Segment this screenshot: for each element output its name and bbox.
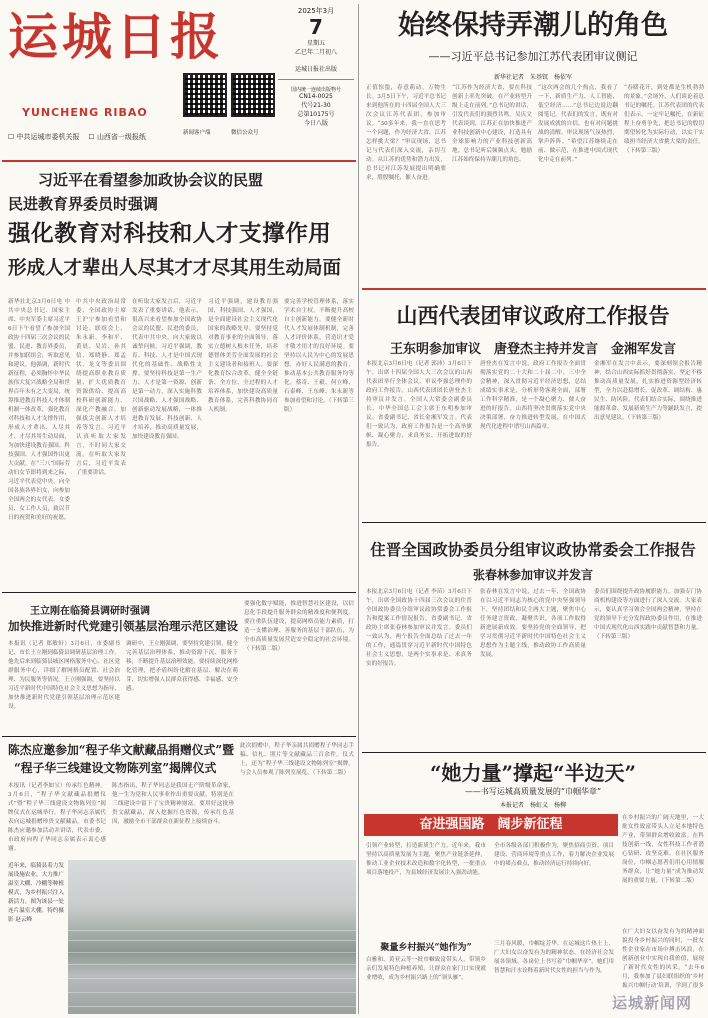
date-weekday: 星期五 [306,40,325,47]
wanglimin-body-1: 本报讯（记者 郑敏轩）3月6日，市委副书记、市长王立刚到临猗县调研基层治理工作。他先后来到临猗县城区网格服务中心、社区党群服务中心，详细了解网格员配置、社会治理、为民服务等情况。王立刚强调，要坚持以习近平新时代中国特色社会主义思想为指导，加快推进新时代党建引领基层治理示范区建设。 [8,641,120,710]
rank-text: 山西省一级报纸 [96,133,146,141]
date-year-month: 2025年3月 [297,7,335,15]
date-day: 7 [309,15,323,39]
lead-body-2: 中共中央政治局常委、全国政协主席王沪宁参加看望和讨论。联组会上，朱永新、李和平、黄晨、吴岩、孙其信、郑晓静、郑孟状、龙文等委员围绕提高职业教育质量、扩大优质教育资源供给、提高高校科研创新能力、深化产教融合、加强拔尖创新人才培养等发言。习近平认真听取大家发言，不时同大家交流。在听取大家发言后，习近平发表了重要讲话。 [76,299,126,476]
zhangchunlin-body-3: 委员们围绕提升政协履职能力、加强专门协商机构建设等方面进行了深入交流。大家表示，要认真学习领会全国两会精神，坚持在党的领导下充分发挥政协委员作用，在推进中国式现代化山西实践中贡献智慧和力量。（下转第三版） [594,589,702,640]
fendou-body-3: 白雅和、黄亚云等一批巾帼致富带头人，带领乡亲们发展特色种植养殖，让群众在家门口实现就业增收，成为乡村振兴路上的“领头雁”。 [366,957,486,981]
date-block [278,6,354,127]
banbiantian-body-1: 三月春风暖，巾帼绽芳华。在运城这片热土上，广大妇女以奋发有为的精神状态，在经济社会发展各领域、各岗位上书写着“巾帼华章”。她们用智慧和汗水诠释着新时代女性的担当与作为。 [494,941,614,974]
qr-code-news[interactable] [183,73,227,117]
shanxi-body-1: 本报北京3月6日电（记者 郭沛）3月6日下午，出席十四届全国人大三次会议的山西代表团举行全体会议，审议李强总理作的政府工作报告。山西代表团团长唐登杰主持审议并发言。全国人大常委会副委员长、中华全国总工会主席王东明参加审议。省委副书记、省长金湘军发言。代表们一致认为，政府工作报告是一个高举旗帜、凝心聚力、求真务实、开拓进取的好报告。 [366,361,472,448]
checkbox-icon: ☐ [88,133,95,141]
top-right-byline: 新华社记者 朱基钗 杨依军 [493,74,572,81]
lead-body-3: 在听取大家发言后，习近平发表了重要讲话。他表示，很高兴来看望参加全国政协会议的民盟、民进的委员，代表中共中央，向大家致以诚挚问候。习近平强调，教育、科技、人才是中国式现代化的基础性、战略性支撑。要坚持科技是第一生产力、人才是第一资源、创新是第一动力，深入实施科教兴国战略、人才强国战略、创新驱动发展战略，一体推进教育发展、科技创新、人才培养，推动高质量发展，加快建设教育强国。 [132,299,202,440]
chenjie-title-1: 陈杰应邀参加“程子华文献藏品捐赠仪式”暨 [8,743,234,757]
publisher: 运城日报社出版 [294,66,337,73]
shanxi-subtitle: 王东明参加审议 唐登杰主持并发言 金湘军发言 [389,342,676,357]
fendou-body-1: 引领产业转型，打造新质生产力。近年来，我市坚持以高质量发展为主题，聚焦产业链条延伸，推动工业企业技术改造和数字化转型，一批重点项目落地投产，为县域经济发展注入强劲动能。 [366,843,486,876]
cn-number: CN14-0025 [299,93,333,100]
cn-label: 国内统一连续出版物号 [290,87,341,93]
postal-code: 代号21-30 [301,102,331,109]
top-right-body-4: “春暖花开，到处都是生机勃勃的景象。”会场外，人们谈论着总书记的嘱托。江苏代表团的代表们表示，一定牢记嘱托，在新征程上奋勇争先，把总书记的殷切期望转化为实际行动，以实干实绩担当经济大省挑大梁的责任。（下转第三版） [624,85,704,154]
lead-body-4: 习近平强调，建设教育强国，科技强国、人才强国，是全面建设社会主义现代化国家的战略先导。要坚持党对教育事业的全面领导，落实立德树人根本任务，培养德智体美劳全面发展的社会主义建设者和接班人。要深化教育综合改革，健全全链条、全方位、全过程的人才培养体系，加快建设高质量教育体系，完善科教协同育人机制。 [208,299,278,413]
wanglimin-kicker: 王立刚在临猗县调研时强调 [30,606,150,617]
lead-body-1: 新华社北京3月6日电 中共中央总书记、国家主席、中央军委主席习近平6日下午看望了参加全国政协十四届三次会议的民盟、民进、教育界委员，并参加联组会，听取意见和建议。他强调，新时代新征程，必须胸怀中华民族伟大复兴战略全局和世界百年未有之大变局，统筹推进教育科技人才体制机制一体改革，强化教育对科技和人才支撑作用，形成人才辈出、人尽其才、才尽其用生动局面，为加快建设教育强国、科技强国、人才强国作出更大贡献。在“三八”国际劳动妇女节即将到来之际，习近平代表党中央，向全国各族各界妇女，向参加全国两会的女代表、女委员、女工作人员，致以节日的祝贺和美好的祝愿。 [8,299,70,521]
top-right-body-2: “江苏作为经济大省，要在科技创新上率先突破，在产业转型升级上走在前列。”总书记的讲话，引发代表们的强烈共鸣。吴庆文代表谈到，江苏正在加快推进产业科技创新中心建设，打造具有全球影响力的产业科技创新高地。总书记听后频频点头，勉励江苏始终保持弄潮儿的角色。 [452,85,532,163]
zhangchunlin-body-2: 张春林在发言中说，过去一年，全国政协在以习近平同志为核心的党中央坚强领导下，坚持团结和民主两大主题，聚焦中心任务建言资政、凝聚共识，各项工作取得新进展新成效。要坚持党的全面领导，把学习贯彻习近平新时代中国特色社会主义思想作为主题主线，推动政协工作高质量发展。 [480,589,586,658]
masthead-pinyin: YUNCHENG RIBAO [22,106,148,119]
wanglimin-body-2: 调研中，王立刚强调，要坚持党建引领，健全完善基层治理体系，推动资源下沉、服务下移，不断提升基层治理效能。要持续深化网格化管理，把矛盾纠纷化解在基层、解决在萌芽，切实增强人民群众获得感、幸福感、安全感。 [126,641,238,692]
column-divider [358,4,359,1014]
qr-code-wechat[interactable] [231,73,275,117]
banbiantian-title: “她力量”撑起“半边天” [429,761,636,785]
top-right-subtitle: ——习近平总书记参加江苏代表团审议侧记 [428,50,638,63]
top-right-title: 始终保持弄潮儿的角色 [398,10,668,41]
divider-line [2,592,356,593]
divider-line [362,288,706,290]
photo-caption: 近年来，临猗县着力发展设施农业，大力推广温室大棚、冷棚等种植模式，为乡村振兴注入新活力。图为该县一处连片温室大棚。特约摄影 赵云峰 [8,863,64,923]
zhangchunlin-body-1: 本报北京3月6日电（记者 李苗）3月6日下午，出席全国政协十四届三次会议的住晋全国政协委员分组审议政协常委会工作报告和提案工作情况报告。省委副书记、省政协主席张春林参加审议并发言。委员们一致认为，两个报告全面总结了过去一年的工作，通篇贯穿习近平新时代中国特色社会主义思想，是两个实事求是、求真务实的好报告。 [366,589,472,667]
shanxi-title: 山西代表团审议政府工作报告 [396,303,670,328]
fendou-section-title: 聚量乡村振兴“她作为” [380,943,472,953]
fendou-banner: 奋进强国路 阔步新征程 [364,814,618,836]
chenjie-body-2: 陈杰指出，程子华同志是我国无产阶级革命家，他一生为党和人民事业作出重要贡献，特别是在三线建设中留下了宝贵精神财富。要用好这批珍贵文献藏品，深入挖掘红色资源，传承红色基因，激励全市干部群众在新征程上接续奋斗。 [112,783,234,825]
lead-title-2: 形成人才辈出人尽其才才尽其用生动局面 [8,258,342,279]
page-count: 今日八版 [303,120,328,127]
lead-kicker-2: 民进教育界委员时强调 [8,195,159,213]
banbiantian-subtitle: ——书写运城高质量发展的“巾帼华章” [464,787,602,796]
total-issue: 总第10175号 [297,111,335,118]
wanglimin-body-3: 要强化数字赋能，推进智慧社区建设，以信息化手段提升服务群众的精准度和便利度。要注重队伍建设，提高网格员能力素质，打造一支懂治理、善服务的基层干部队伍，为全市高质量发展营造安全稳定的社会环境。（下转第二版） [244,601,354,652]
masthead-title: 运城日报 [8,7,224,66]
top-right-body-3: “这次两会的几个热点，我看了一下，新质生产力、人工智能、低空经济……”总书记边说边翻阅笔记。代表们的发言，既有对发展成就的自信，也有对问题挑战的清醒。审议现场气氛热烈，掌声阵阵。“希望江苏继续走在前、做示范，在推进中国式现代化中走在前列。” [538,85,618,163]
checkbox-icon: ☐ [8,133,15,141]
qr-label-wechat: 微信公众号 [231,130,259,136]
banbiantian-byline: 本报记者 杨虹义 杨柳 [499,802,566,809]
divider-line [362,752,706,753]
lead-kicker-1: 习近平在看望参加政协会议的民盟 [38,171,264,189]
greenhouse-photo [68,860,356,1014]
banbiantian-body-2: 在乡村振兴的广阔天地里，一大批女性致富带头人立足本地特色产业，带领群众增收致富。在科技创新一线，女性科技工作者潜心钻研、攻坚克难。在社区服务岗位，巾帼志愿者们用心用情服务群众，让“她力量”成为推动发展的重要力量。（下转第二版） [622,815,704,884]
zhangchunlin-title: 住晋全国政协委员分组审议政协常委会工作报告 [370,540,696,559]
right-column-body: 在广大妇女以奋发有为的精神面貌投身乡村振兴的同时，一批女性企业家在市场中搏击风浪，在创新创业中实现自我价值，展现了新时代女性的风采。“去年6月，我参加了县妇联组织的‘乡村振兴巾帼行动’培训，学到了很多 [622,929,704,988]
chenjie-body-1: 本报讯（记者李如宝）传承红色精神。3月6日，“程子华文献藏品捐赠仪式”暨“程子华三线建设文物陈列室”揭牌仪式在运城举行。程子华同志亲属代表向运城捐赠珍贵文献藏品。市委书记陈杰应邀参加活动并讲话，代表市委、市政府向程子华同志亲属表示衷心感谢。 [8,783,106,852]
divider-rule [2,160,356,162]
qr-label-news: 新闻客户端 [183,130,211,136]
date-lunar: 乙巳年二月初八 [294,49,337,56]
lead-body-5: 要完善学校管理体系，落实学术自主权，不断提升高校自主创新能力。要健全新时代人才发展体制机制，完善人才评价体系，营造识才爱才敬才用才的良好环境。要坚持以人民为中心的发展思想，办好人民满意的教育，推动基本公共教育服务均等化。蔡奇、王毅、何立峰、石泰峰、王东峰、朱永新等参加看望和讨论。（下转第三版） [284,299,354,413]
zhangchunlin-subtitle: 张春林参加审议并发言 [472,568,593,582]
top-right-body-1: 正值惊蛰，春意萌动。万物生长。3月5日下午，习近平总书记来到他所在的十四届全国人大三次会议江苏代表团，参加审议。“30多年来，我一直在思考一个问题，作为经济大省，江苏怎样挑大梁？”审议现场，总书记与代表们深入交流，亲切互动。从江苏的优势和潜力出发，总书记对江苏发展提出明确要求，殷殷嘱托，催人奋进。 [366,85,446,181]
masthead-sponsor-line [8,132,146,142]
shanxi-body-3: 金湘军在发言中表示，要深刻领会报告精神，结合山西实际抓好贯彻落实，坚定不移推动高质量发展，扎实推进资源型经济转型，全力以赴稳增长、促改革、调结构、惠民生、防风险。代表们结合实际，围绕推进能源革命、发展新质生产力等踊跃发言，提出意见建议。（下转第三版） [594,361,702,421]
wanglimin-title: 加快推进新时代党建引领基层治理示范区建设 [8,619,238,633]
divider-line [2,736,356,737]
chenjie-title-2: “程子华三线建设文物陈列室”揭牌仪式 [14,761,217,775]
chenjie-body-3: 此次捐赠中，程子华亲属共捐赠程子华同志手稿、信札、照片等文献藏品三百余件。仪式上，还为“程子华三线建设文物陈列室”揭牌。与会人员参观了陈列室展览。（下转第二版） [240,743,354,776]
lead-title-1: 强化教育对科技和人才支撑作用 [8,221,332,247]
divider-line [362,522,706,523]
fendou-body-2: 全市各级各部门积极作为，聚焦招商引资、项目建设、营商环境等重点工作，着力解决企业发展中的堵点难点，推动经济运行持续向好。 [494,843,614,867]
sponsor-text: 中共运城市委机关报 [16,133,80,141]
watermark-logo: 运城新闻网 [612,994,693,1012]
shanxi-body-2: 唐登杰在发言中说，政府工作报告全面贯彻落实党的二十大和二十届二中、三中全会精神，深入贯彻习近平经济思想，总结成绩实事求是，分析形势客观全面，部署工作科学精准，是一个凝心聚力、催人奋进的好报告。山西将坚决贯彻落实党中央决策部署，奋力推进转型发展，在中国式现代化进程中谱写山西篇章。 [480,361,586,430]
